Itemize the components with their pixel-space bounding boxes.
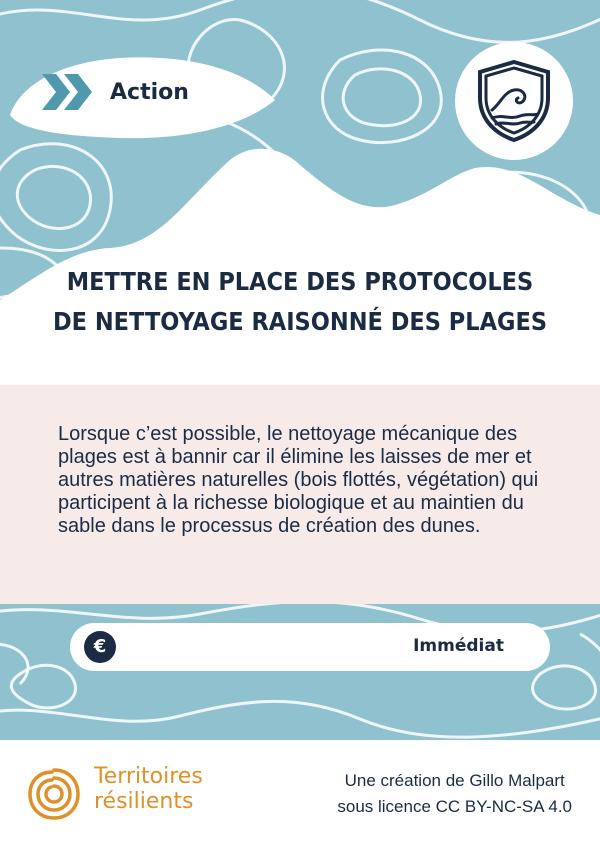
cost-timing-bar: [70, 623, 550, 671]
action-title: [0, 262, 600, 342]
brand-name: [94, 764, 203, 814]
category-tag: [40, 70, 189, 114]
title-line-2: DE NETTOYAGE RAISONNÉ DES PLAGES: [52, 307, 548, 336]
spiral-logo-icon: [26, 766, 82, 822]
credit-line-2: sous licence CC BY-NC-SA 4.0: [337, 797, 572, 816]
credit-line-1: Une création de Gillo Malpart: [344, 771, 565, 790]
shield-wave-icon: [474, 58, 554, 144]
description-panel: [0, 385, 600, 605]
brand-line-1: Territoires: [94, 764, 203, 789]
footer: [0, 740, 600, 849]
category-label: Action: [110, 79, 189, 105]
description-text: Lorsque c’est possible, le nettoyage mécanique des plages est à bannir car il élimine les laisses de mer et autres matières naturelles (bois flottés, végétation) qui participent à la richesse biologique et au maintien du sable dans le processus de création des dunes.: [58, 423, 539, 537]
title-line-1: METTRE EN PLACE DES PROTOCOLES: [66, 267, 534, 296]
badge-circle: [455, 42, 573, 160]
credits: [337, 768, 572, 820]
euro-icon: €: [84, 631, 116, 663]
double-chevron-right-icon: [40, 70, 96, 114]
brand-line-2: résilients: [94, 789, 194, 814]
timing-label: Immédiat: [413, 636, 504, 656]
